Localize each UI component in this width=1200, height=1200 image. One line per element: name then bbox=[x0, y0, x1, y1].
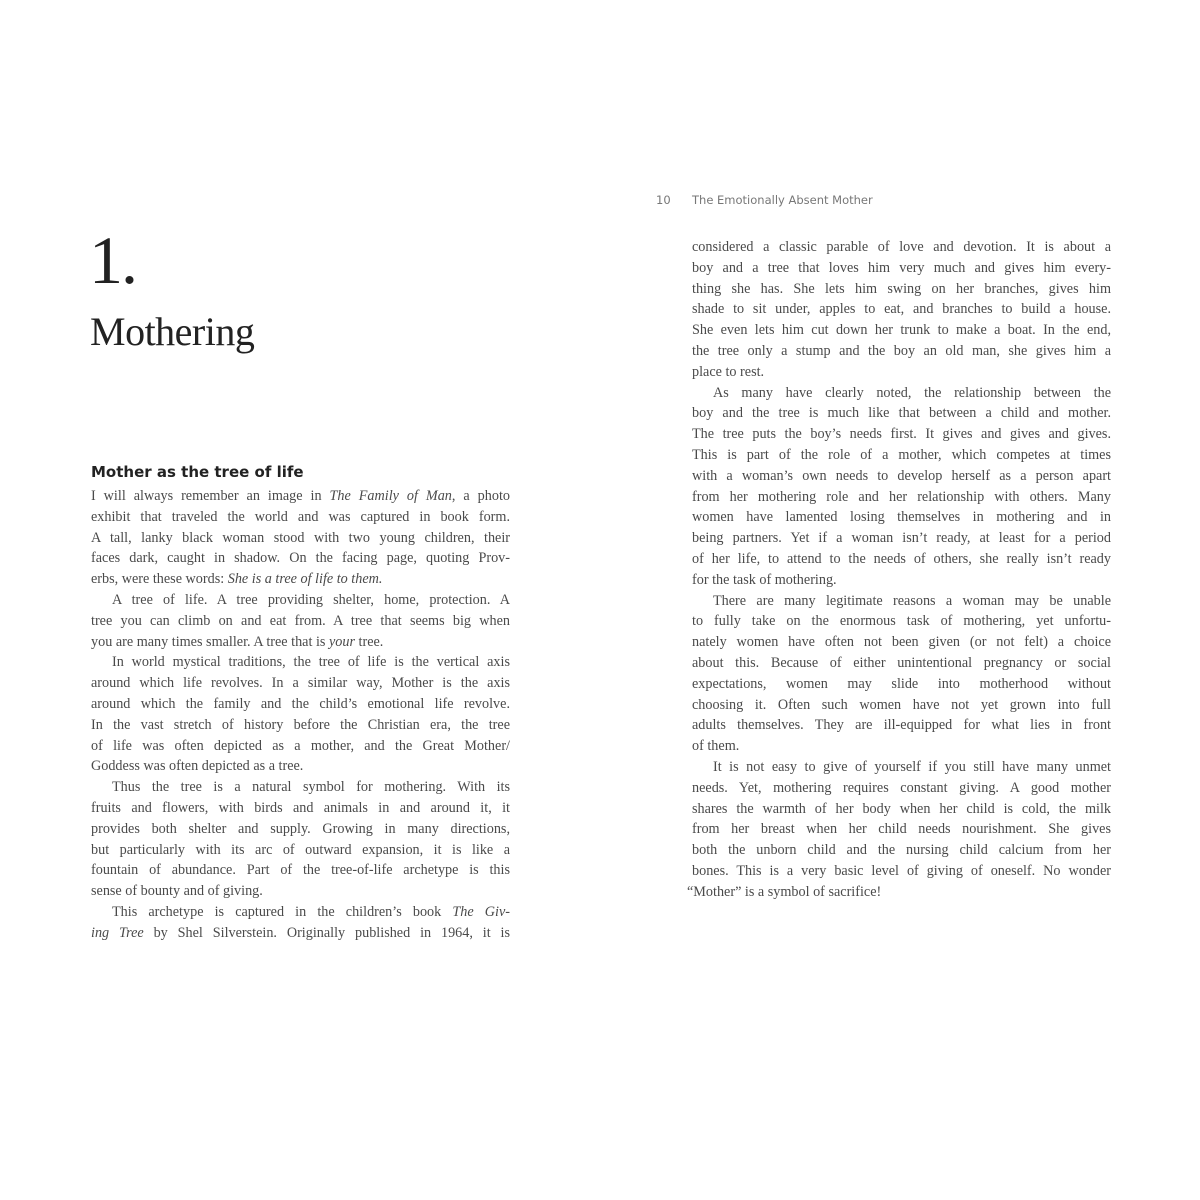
text-segment: fruits and flowers, with birds and animals in and around it, it bbox=[91, 799, 510, 816]
text-line bbox=[91, 590, 510, 611]
text-line bbox=[687, 882, 1111, 903]
text-line bbox=[692, 591, 1111, 612]
text-segment: exhibit that traveled the world and was captured in book form. bbox=[91, 508, 510, 525]
page-number: 10 bbox=[656, 193, 671, 207]
chapter-number: 1. bbox=[89, 222, 136, 298]
text-segment: , a photo bbox=[451, 488, 510, 504]
text-line bbox=[692, 279, 1111, 300]
text-segment: considered a classic parable of love and devotion. It is about a bbox=[692, 239, 1111, 255]
text-line bbox=[692, 362, 1111, 383]
text-segment: adults themselves. They are ill-equipped for what lies in front bbox=[692, 717, 1111, 734]
text-segment: both the unborn child and the nursing child calcium from her bbox=[692, 842, 1111, 859]
section-heading: Mother as the tree of life bbox=[91, 463, 304, 481]
text-segment: provides both shelter and supply. Growing in many directions, bbox=[91, 820, 510, 837]
text-line bbox=[91, 777, 510, 798]
text-segment: from her mothering role and her relationship with others. Many bbox=[692, 488, 1111, 505]
text-segment: nately women have often not been given (or not felt) a choice bbox=[692, 634, 1111, 651]
text-segment: “Mother” is a symbol of sacrifice! bbox=[687, 883, 882, 900]
text-line bbox=[692, 695, 1111, 716]
text-line bbox=[692, 258, 1111, 279]
text-line bbox=[692, 736, 1111, 757]
italic-text: your bbox=[328, 633, 355, 650]
text-segment: women have lamented losing themselves in mothering and in bbox=[692, 509, 1111, 526]
text-line bbox=[692, 320, 1111, 341]
text-line bbox=[692, 549, 1111, 570]
text-line bbox=[91, 486, 510, 507]
text-segment: shares the warmth of her body when her child is cold, the milk bbox=[692, 800, 1111, 817]
text-line bbox=[91, 694, 510, 715]
text-segment: around which the family and the child’s emotional life revolve. bbox=[91, 695, 510, 712]
text-line bbox=[692, 653, 1111, 674]
text-line bbox=[692, 632, 1111, 653]
text-segment: sense of bounty and of giving. bbox=[91, 883, 263, 900]
text-segment: of life was often depicted as a mother, and the Great Mother/ bbox=[91, 737, 510, 754]
italic-text: She is a tree of life to them. bbox=[227, 571, 383, 588]
text-segment: of her life, to attend to the needs of others, she really isn’t ready bbox=[692, 550, 1111, 567]
text-line bbox=[692, 507, 1111, 528]
text-line bbox=[692, 445, 1111, 466]
text-segment: tree. bbox=[355, 633, 384, 650]
text-segment: I will always remember an image in bbox=[91, 488, 330, 504]
text-segment: erbs, were these words: bbox=[91, 571, 228, 588]
text-line bbox=[692, 487, 1111, 508]
text-line bbox=[692, 528, 1111, 549]
text-line bbox=[91, 569, 510, 590]
text-segment: The tree puts the boy’s needs first. It gives and gives and gives. bbox=[692, 426, 1111, 443]
text-line bbox=[692, 299, 1111, 320]
text-line bbox=[91, 652, 510, 673]
text-line bbox=[692, 570, 1111, 591]
text-line bbox=[91, 611, 510, 632]
text-line bbox=[692, 778, 1111, 799]
text-segment: around which life revolves. In a similar way, Mother is the axis bbox=[91, 675, 510, 692]
text-segment: In world mystical traditions, the tree of life is the vertical axis bbox=[112, 654, 510, 671]
text-segment: This is part of the role of a mother, which competes at times bbox=[692, 446, 1111, 463]
body-text bbox=[687, 237, 1111, 903]
text-line bbox=[91, 528, 510, 549]
text-line bbox=[692, 237, 1111, 258]
text-segment: fountain of abundance. Part of the tree-of-life archetype is this bbox=[91, 862, 510, 879]
text-segment: A tree of life. A tree providing shelter, home, protection. A bbox=[112, 591, 510, 608]
text-segment: of them. bbox=[692, 738, 740, 755]
text-line bbox=[91, 881, 510, 902]
text-segment: expectations, women may slide into motherhood without bbox=[692, 675, 1111, 692]
italic-text: The Giv- bbox=[452, 903, 510, 920]
text-segment: the tree only a stump and the boy an old man, she gives him a bbox=[692, 342, 1111, 359]
text-line bbox=[692, 840, 1111, 861]
text-segment: to fully take on the enormous task of mothering, yet unfortu- bbox=[692, 613, 1111, 630]
text-line bbox=[692, 383, 1111, 404]
text-segment: In the vast stretch of history before the Christian era, the tree bbox=[91, 716, 510, 733]
text-line bbox=[692, 674, 1111, 695]
text-line bbox=[692, 861, 1111, 882]
text-line bbox=[91, 715, 510, 736]
text-segment: She even lets him cut down her trunk to make a boat. In the end, bbox=[692, 322, 1111, 339]
text-segment: with a woman’s own needs to develop herself as a person apart bbox=[692, 467, 1111, 484]
text-line bbox=[692, 819, 1111, 840]
right-page bbox=[600, 0, 1200, 1200]
text-segment: Goddess was often depicted as a tree. bbox=[91, 758, 304, 775]
text-segment: being partners. Yet if a woman isn’t ready, at least for a period bbox=[692, 530, 1111, 547]
text-segment: thing she has. She lets him swing on her branches, gives him bbox=[692, 280, 1111, 297]
text-line bbox=[91, 819, 510, 840]
text-line bbox=[91, 673, 510, 694]
text-line bbox=[692, 715, 1111, 736]
text-segment: for the task of mothering. bbox=[692, 571, 837, 588]
text-line bbox=[692, 799, 1111, 820]
text-segment: boy and a tree that loves him very much and gives him every- bbox=[692, 259, 1111, 276]
text-line bbox=[91, 860, 510, 881]
text-segment: you are many times smaller. A tree that is bbox=[91, 633, 329, 650]
text-line bbox=[91, 798, 510, 819]
text-line bbox=[692, 403, 1111, 424]
text-line bbox=[692, 757, 1111, 778]
text-segment: As many have clearly noted, the relationship between the bbox=[713, 384, 1111, 401]
italic-text: ing Tree bbox=[91, 924, 144, 941]
text-segment: This archetype is captured in the children’s book bbox=[112, 903, 453, 920]
text-segment: A tall, lanky black woman stood with two young children, their bbox=[91, 529, 510, 546]
text-line bbox=[91, 548, 510, 569]
body-text bbox=[91, 486, 510, 944]
text-line bbox=[91, 736, 510, 757]
text-segment: tree you can climb on and eat from. A tree that seems big when bbox=[91, 612, 510, 629]
text-segment: needs. Yet, mothering requires constant giving. A good mother bbox=[692, 779, 1111, 796]
text-segment: It is not easy to give of yourself if you still have many unmet bbox=[713, 758, 1111, 775]
text-line bbox=[91, 902, 510, 923]
text-segment: but particularly with its arc of outward expansion, it is like a bbox=[91, 841, 510, 858]
text-segment: about this. Because of either unintentional pregnancy or social bbox=[692, 654, 1111, 671]
text-segment: boy and the tree is much like that between a child and mother. bbox=[692, 405, 1111, 422]
text-line bbox=[692, 341, 1111, 362]
text-line bbox=[91, 840, 510, 861]
text-line bbox=[692, 611, 1111, 632]
text-segment: choosing it. Often such women have not yet grown into full bbox=[692, 696, 1111, 713]
text-segment: by Shel Silverstein. Originally published in 1964, it is bbox=[143, 924, 510, 941]
chapter-title: Mothering bbox=[90, 309, 255, 354]
text-line bbox=[91, 632, 510, 653]
text-segment: Thus the tree is a natural symbol for mothering. With its bbox=[112, 779, 510, 796]
text-segment: faces dark, caught in shadow. On the facing page, quoting Prov- bbox=[91, 550, 510, 567]
text-line bbox=[91, 756, 510, 777]
text-line bbox=[692, 424, 1111, 445]
text-segment: bones. This is a very basic level of giving of oneself. No wonder bbox=[692, 862, 1111, 879]
text-segment: place to rest. bbox=[692, 363, 765, 380]
running-head: The Emotionally Absent Mother bbox=[692, 193, 873, 207]
text-segment: shade to sit under, apples to eat, and branches to build a house. bbox=[692, 301, 1111, 318]
italic-text: The Family of Man bbox=[329, 488, 452, 504]
text-line bbox=[692, 466, 1111, 487]
text-segment: from her breast when her child needs nourishment. She gives bbox=[692, 821, 1111, 838]
text-segment: There are many legitimate reasons a woman may be unable bbox=[713, 592, 1111, 609]
text-line bbox=[91, 507, 510, 528]
text-line bbox=[91, 923, 510, 944]
